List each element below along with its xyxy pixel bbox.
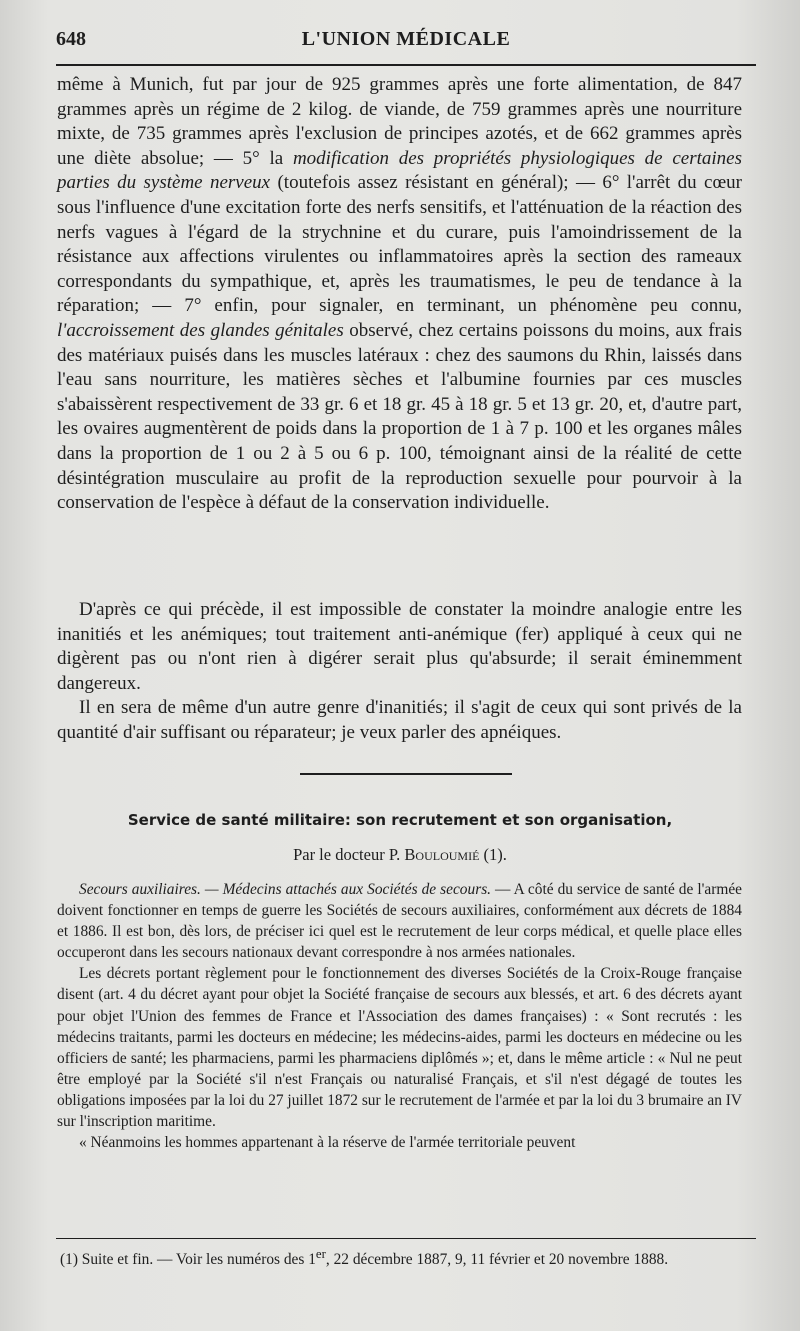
paragraph-continuation: même à Munich, fut par jour de 925 grammes après une forte alimentation, de 847 grammes après un régime de 2 kilog. de viande, de 759 grammes après une nourriture mixte, de 735 grammes après l'exclusion de principes azotés, et de 662 grammes après une diète absolue; — 5° la modification des propriétés physiologiques de certaines parties du système nerveux (toutefois assez résistant en général); — 6° l'arrêt du cœur sous l'influence d'une excitation forte des nerfs sensitifs, et l'atténuation de la réaction des nerfs vagues à l'égard de la strychnine et du curare, puis l'amoindrissement de la résistance aux affections virulentes ou inflammatoires après la section des rameaux correspondants du sympathique, et, après les traumatismes, le peu de tendance à la réparation; — 7° enfin, pour signaler, en terminant, un phénomène peu connu, l'accroissement des glandes génitales observé, chez certains poissons du moins, aux frais des matériaux puisés dans les muscles latéraux : chez des saumons du Rhin, laissés dans l'eau sans nourriture, les matières sèches et l'albumine fournies par ces muscles s'abaissèrent respectivement de 33 gr. 6 et 18 gr. 45 à 18 gr. 5 et 13 gr. 20, et, d'autre part, les ovaires augmentèrent de poids dans la proportion de 1 à 7 p. 100 et les organes mâles dans la proportion de 1 ou 2 à 5 ou 6 p. 100, témoignant ainsi de la réalité de cette désintégration musculaire au profit de la reproduction sexuelle pour pourvoir à la conservation de l'espèce à défaut de la conservation individuelle. <box>57 74 742 514</box>
header-rule <box>56 64 756 66</box>
footnote: (1) Suite et fin. — Voir les numéros des 1er, 22 décembre 1887, 9, 11 février et 20 novembre 1888. <box>60 1247 669 1269</box>
article-byline: Par le docteur P. Bouloumié (1). <box>293 845 507 864</box>
page-number: 648 <box>56 28 86 50</box>
paragraph-analogy: D'après ce qui précède, il est impossible de constater la moindre analogie entre les inanitiés et les anémiques; tout traitement anti-anémique (fer) appliqué à ceux qui ne digèrent pas ou n'ont rien à digérer serait plus qu'absurde; il serait éminemment dangereux. <box>57 599 742 694</box>
main-text-top <box>57 73 742 516</box>
article-paragraph: « Néanmoins les hommes appartenant à la réserve de l'armée territoriale peuvent <box>79 1134 576 1152</box>
section-separator <box>300 773 512 775</box>
section-heading-italic: Secours auxiliaires. — Médecins attachés aux Sociétés de secours. <box>79 881 492 898</box>
italic-phrase: modification des propriétés physiologiques de certaines parties du système nerveux <box>57 147 742 194</box>
journal-title: L'UNION MÉDICALE <box>301 28 511 50</box>
main-text-bottom <box>57 598 742 746</box>
page-header <box>56 28 756 58</box>
article-paragraph: Secours auxiliaires. — Médecins attachés aux Sociétés de secours. — A côté du service de santé de l'armée doivent fonctionner en temps de guerre les Sociétés de secours auxiliaires, conformément aux décrets de 1884 et 1886. Il est bon, dès lors, de préciser ici quel est le recrutement de leur corps médical, et quelle place elles occuperont dans les secours nationaux devant correspondre à nos armées nationales. <box>57 881 742 962</box>
article-paragraph: Les décrets portant règlement pour le fonctionnement des diverses Sociétés de la Croix-Rouge française disent (art. 4 du décret ayant pour objet la Société française de secours aux blessés, et art. 6 des décrets ayant pour objet l'Union des femmes de France et l'Association des dames françaises) : « Sont recrutés : les médecins traitants, parmi les docteurs en médecine; les médecins-aides, parmi les docteurs en médecine ou les officiers de santé; les pharmaciens, parmi les pharmaciens diplômés »; et, dans le même article : « Nul ne peut être employé par la Société s'il n'est Français ou naturalisé Français, et s'il n'est dégagé de toutes les obligations imposées par la loi du 27 juillet 1872 sur le recrutement de l'armée et par la loi du 3 brumaire an IV sur l'inscription maritime. <box>57 965 742 1131</box>
italic-phrase: l'accroissement des glandes génitales <box>57 319 344 341</box>
footnote-rule <box>56 1238 756 1239</box>
article-body <box>57 879 742 1153</box>
article-title: Service de santé militaire: son recrutement et son organisation, <box>127 811 673 829</box>
paragraph-apneiques: Il en sera de même d'un autre genre d'inanitiés; il s'agit de ceux qui sont privés de la quantité d'air suffisant ou réparateur; je veux parler des apnéiques. <box>57 697 742 743</box>
author-name: Bouloumié <box>404 845 480 864</box>
